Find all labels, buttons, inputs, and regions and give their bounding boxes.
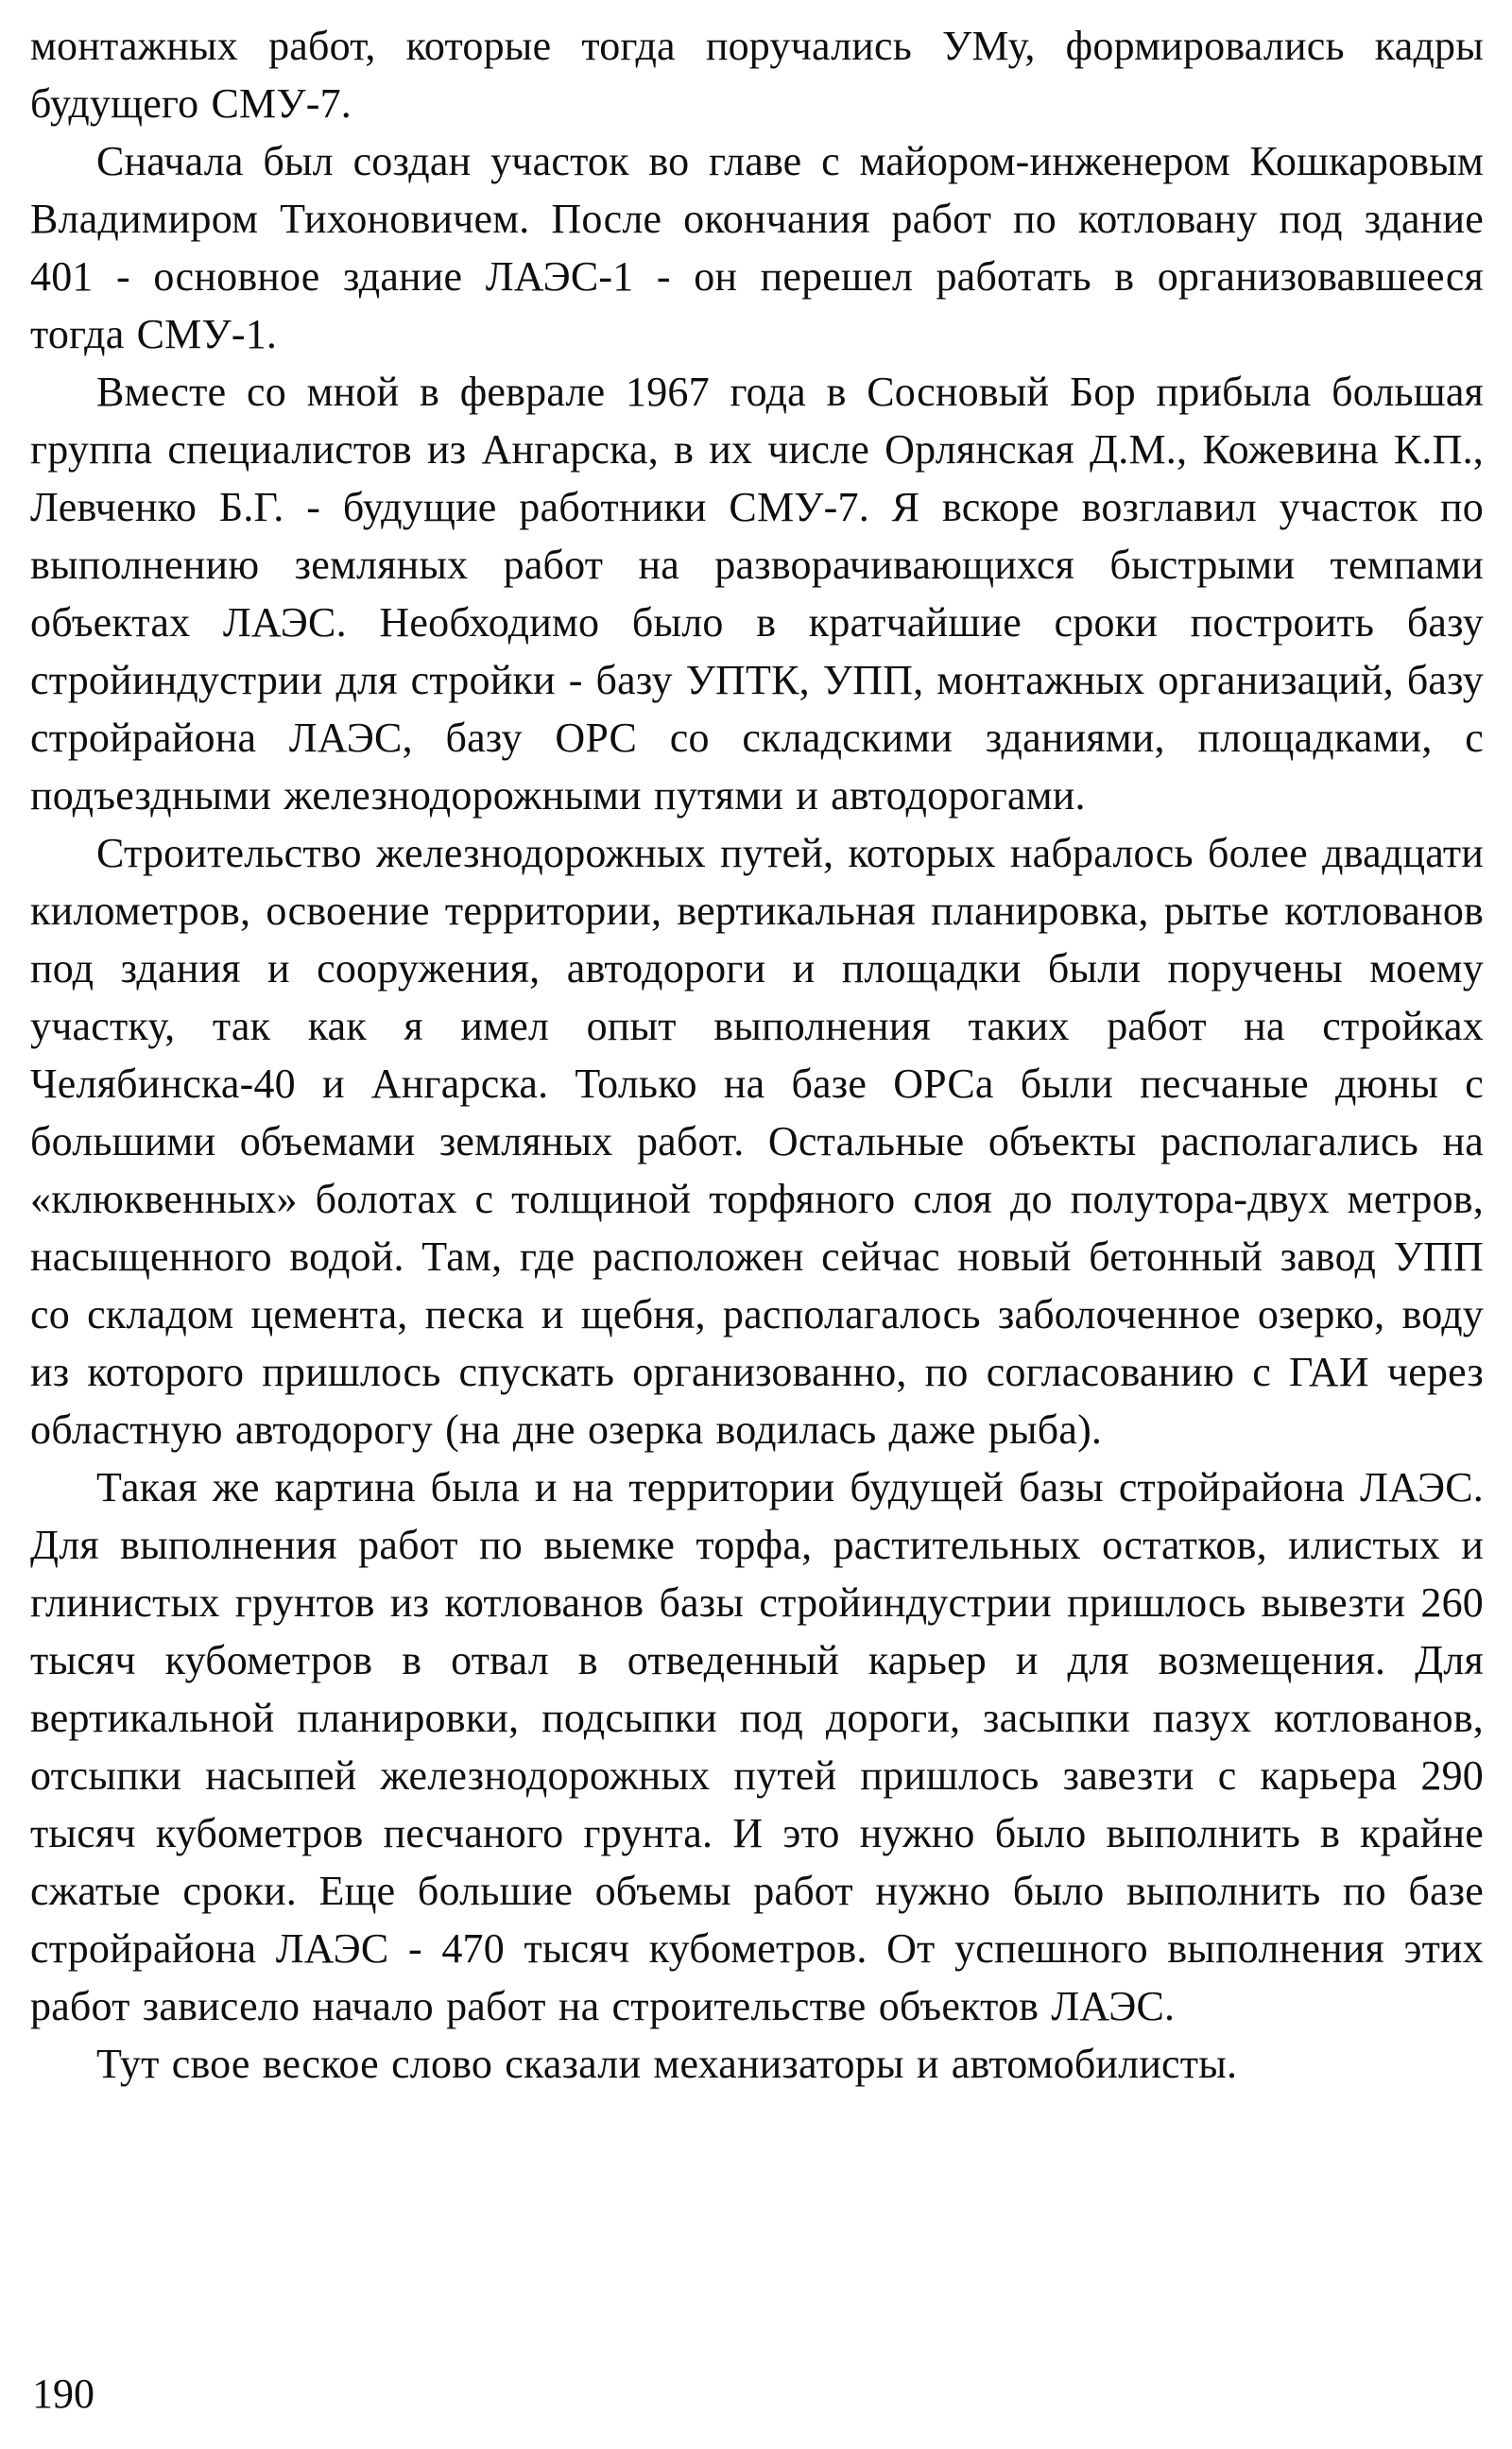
paragraph: Вместе со мной в феврале 1967 года в Сосновый Бор прибыла большая группа специалистов из Ангарска, в их числе Орлянская Д.М., Кожевина К.П., Левченко Б.Г. - будущие работники СМУ-7. Я вскоре возглавил участок по выполнению земляных работ на разворачивающихся быстрыми темпами объектах ЛАЭС. Необходимо было в кратчайшие сроки построить базу стройиндустрии для стройки - базу УПТК, УПП, монтажных организаций, базу стройрайона ЛАЭС, базу ОРС со складскими зданиями, площадками, с подъездными железнодорожными путями и автодорогами.	[30, 369, 1484, 819]
paragraph: Строительство железнодорожных путей, которых набралось более двадцати километров, освоение территории, вертикальная планировка, рытье котлованов под здания и сооружения, автодороги и площадки были поручены моему участку, так как я имел опыт выполнения таких работ на стройках Челябинска-40 и Ангарска. Только на базе ОРСа были песчаные дюны с большими объемами земляных работ. Остальные объекты располагались на «клюквенных» болотах с толщиной торфяного слоя до полутора-двух метров, насыщенного водой. Там, где расположен сейчас новый бетонный завод УПП со складом цемента, песка и щебня, располагалось заболоченное озерко, воду из которого пришлось спускать организованно, по согласованию с ГАИ через областную автодорогу (на дне озерка водилась даже рыба).	[30, 830, 1484, 1453]
paragraph: Сначала был создан участок во главе с майором-инженером Кошкаровым Владимиром Тихоновичем. После окончания работ по котловану под здание 401 - основное здание ЛАЭС-1 - он перешел работать в организовавшееся тогда СМУ-1.	[30, 138, 1484, 357]
paragraph: Тут свое веское слово сказали механизаторы и автомобилисты.	[96, 2041, 1238, 2087]
paragraph: Такая же картина была и на территории будущей базы стройрайона ЛАЭС. Для выполнения работ по выемке торфа, растительных остатков, илистых и глинистых грунтов из котлованов базы стройиндустрии пришлось вывезти 260 тысяч кубометров в отвал в отведенный карьер и для возмещения. Для вертикальной планировки, подсыпки под дороги, засыпки пазух котлованов, отсыпки насыпей железнодорожных путей пришлось завезти с карьера 290 тысяч кубометров песчаного грунта. И это нужно было выполнить в крайне сжатые сроки. Еще большие объемы работ нужно было выполнить по базе стройрайона ЛАЭС - 470 тысяч кубометров. От успешного выполнения этих работ зависело начало работ на строительстве объектов ЛАЭС.	[30, 1464, 1484, 2029]
paragraph-continuation: монтажных работ, которые тогда поручались УМу, формировались кадры будущего СМУ-7.	[30, 23, 1484, 127]
text-block	[30, 17, 1484, 2093]
page-number: 190	[32, 2371, 94, 2417]
